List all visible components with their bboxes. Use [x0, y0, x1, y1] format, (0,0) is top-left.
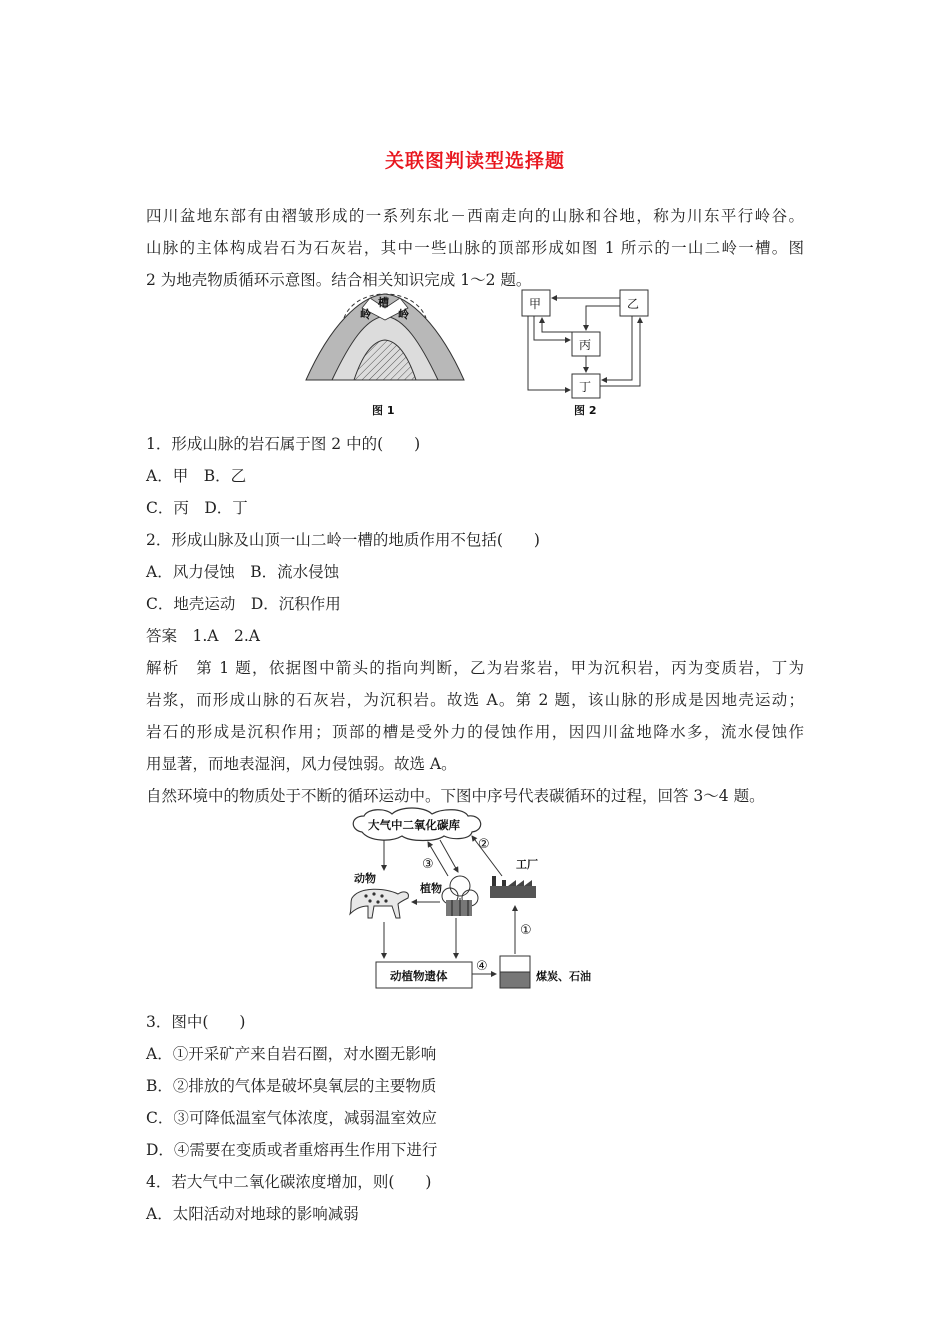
fig2-yi: 乙 — [627, 297, 640, 311]
leopard-icon — [350, 889, 408, 918]
fig2-caption: 图 2 — [574, 404, 597, 417]
q4-stem: 4．若大气中二氧化碳浓度增加，则( ) — [146, 1173, 432, 1191]
factory-label: 工厂 — [516, 858, 538, 871]
analysis-line-3: 岩石的形成是沉积作用；顶部的槽是受外力的侵蚀作用，因四川盆地降水多，流水侵蚀作 — [146, 723, 804, 741]
fig2-jia: 甲 — [529, 297, 542, 311]
analysis-line-4: 用显著，而地表湿润，风力侵蚀弱。故选 A。 — [146, 755, 457, 773]
intro-line-2: 山脉的主体构成岩石为石灰岩，其中一些山脉的顶部形成如图 1 所示的一山二岭一槽。图 — [146, 239, 804, 257]
cloud-label: 大气中二氧化碳库 — [368, 818, 460, 832]
factory-icon — [490, 876, 536, 898]
label-n4: ④ — [476, 959, 488, 974]
animal-label: 动物 — [354, 872, 376, 885]
plant-label: 植物 — [420, 882, 442, 895]
q3-option-a: A．①开采矿产来自岩石圈，对水圈无影响 — [146, 1045, 437, 1063]
q1-options-cd: C．丙 D．丁 — [146, 499, 248, 517]
label-n3: ③ — [422, 857, 434, 872]
label-n2: ② — [478, 837, 490, 852]
fig1-caption: 图 1 — [372, 404, 395, 417]
remains-label: 动植物遗体 — [390, 969, 448, 983]
q2-options-cd: C．地壳运动 D．沉积作用 — [146, 595, 341, 613]
q3-option-d: D．④需要在变质或者重熔再生作用下进行 — [146, 1141, 438, 1159]
q1-options-ab: A．甲 B．乙 — [146, 467, 247, 485]
q3-stem: 3．图中( ) — [146, 1013, 246, 1031]
label-n1: ① — [520, 923, 532, 938]
q3-option-b: B．②排放的气体是破坏臭氧层的主要物质 — [146, 1077, 437, 1095]
q1-stem: 1．形成山脉的岩石属于图 2 中的( ) — [146, 435, 421, 453]
figure-3-carbon-cycle — [340, 806, 630, 1002]
intro2-line: 自然环境中的物质处于不断的循环运动中。下图中序号代表碳循环的过程，回答 3～4 题。 — [146, 787, 765, 805]
q2-options-ab: A．风力侵蚀 B．流水侵蚀 — [146, 563, 340, 581]
figure-2-rock-cycle — [512, 286, 662, 422]
analysis-line-2: 岩浆，而形成山脉的石灰岩，为沉积岩。故选 A。第 2 题，该山脉的形成是因地壳运动； — [146, 691, 804, 709]
plant-icon — [442, 876, 478, 916]
fig1-ridge-right-label: 岭 — [398, 308, 409, 321]
answer-line: 答案 1.A 2.A — [146, 627, 260, 645]
fig2-ding: 丁 — [579, 380, 592, 394]
fig1-ridge-left-label: 岭 — [360, 308, 371, 321]
intro-line-3: 2 为地壳物质循环示意图。结合相关知识完成 1～2 题。 — [146, 271, 532, 289]
intro-line-1: 四川盆地东部有由褶皱形成的一系列东北－西南走向的山脉和谷地，称为川东平行岭谷。 — [146, 207, 804, 225]
figure-1-fold-diagram — [300, 286, 470, 422]
fig2-bing: 丙 — [579, 338, 592, 352]
analysis-line-1: 解析 第 1 题，依据图中箭头的指向判断，乙为岩浆岩，甲为沉积岩，丙为变质岩，丁为 — [146, 659, 804, 677]
q4-option-a: A．太阳活动对地球的影响减弱 — [146, 1205, 359, 1223]
fig1-trough-label: 槽 — [378, 296, 389, 309]
fossil-label: 煤炭、石油 — [536, 970, 591, 983]
q3-option-c: C．③可降低温室气体浓度，减弱温室效应 — [146, 1109, 437, 1127]
q2-stem: 2．形成山脉及山顶一山二岭一槽的地质作用不包括( ) — [146, 531, 540, 549]
page-title: 关联图判读型选择题 — [384, 150, 565, 172]
